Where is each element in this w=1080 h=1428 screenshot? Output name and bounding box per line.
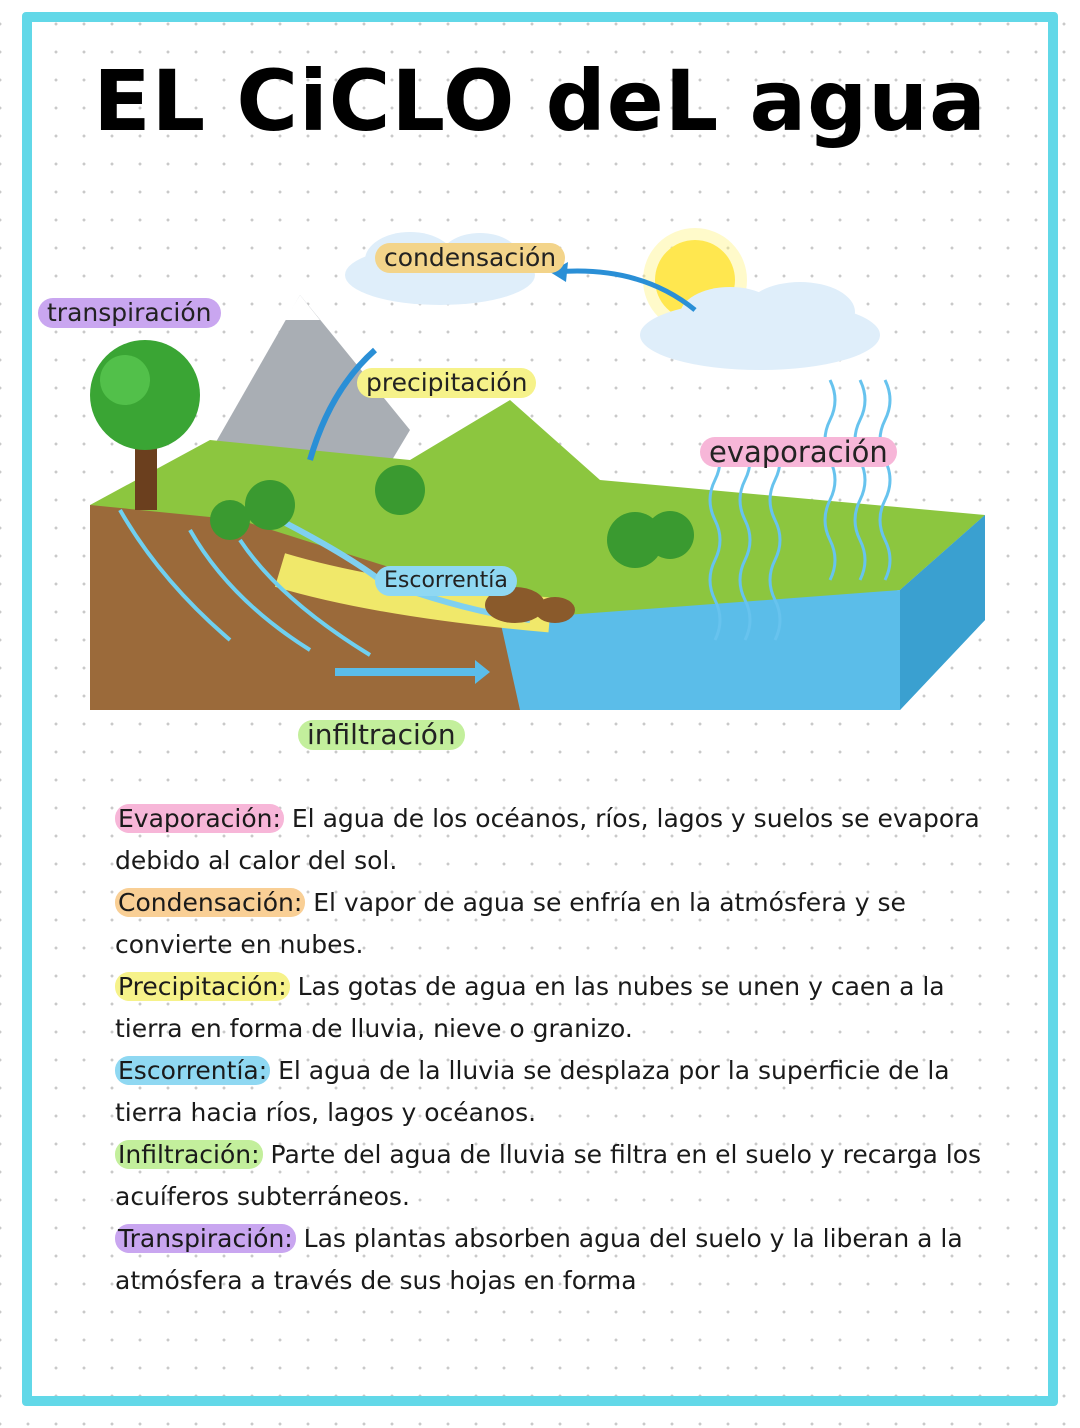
definition-precipitacion [115,966,985,1050]
definition-text: El agua de la lluvia se desplaza por la superficie de la tierra hacia ríos, lagos y océanos. [115,1056,950,1127]
term-transpiracion: Transpiración: [115,1224,296,1253]
definition-text: Parte del agua de lluvia se filtra en el suelo y recarga los acuíferos subterráneos. [115,1140,982,1211]
term-precipitacion: Precipitación: [115,972,290,1001]
definition-condensacion [115,882,985,966]
term-infiltracion: Infiltración: [115,1140,263,1169]
definition-text: El agua de los océanos, ríos, lagos y suelos se evapora debido al calor del sol. [115,804,980,875]
label-condensacion: condensación [375,243,565,273]
term-escorrentia: Escorrentía: [115,1056,270,1085]
definition-text: Las plantas absorben agua del suelo y la liberan a la atmósfera a través de sus hojas en forma [115,1224,963,1295]
definition-escorrentia [115,1050,985,1134]
term-condensacion: Condensación: [115,888,305,917]
definition-evaporacion [115,798,985,882]
definitions-list [115,798,985,1302]
label-escorrentia: Escorrentía [375,566,517,596]
definition-transpiracion [115,1218,985,1302]
label-evaporacion: evaporación [700,437,897,467]
term-evaporacion: Evaporación: [115,804,284,833]
label-precipitacion: precipitación [357,368,536,398]
definition-infiltracion [115,1134,985,1218]
label-transpiracion: transpiración [38,298,221,328]
page-title: EL CiCLO deL agua [93,52,987,150]
definition-text: Las gotas de agua en las nubes se unen y caen a la tierra en forma de lluvia, nieve o granizo. [115,972,945,1043]
definition-text: El vapor de agua se enfría en la atmósfera y se convierte en nubes. [115,888,906,959]
label-infiltracion: infiltración [298,720,465,750]
water-cycle-illustration [80,220,1000,720]
